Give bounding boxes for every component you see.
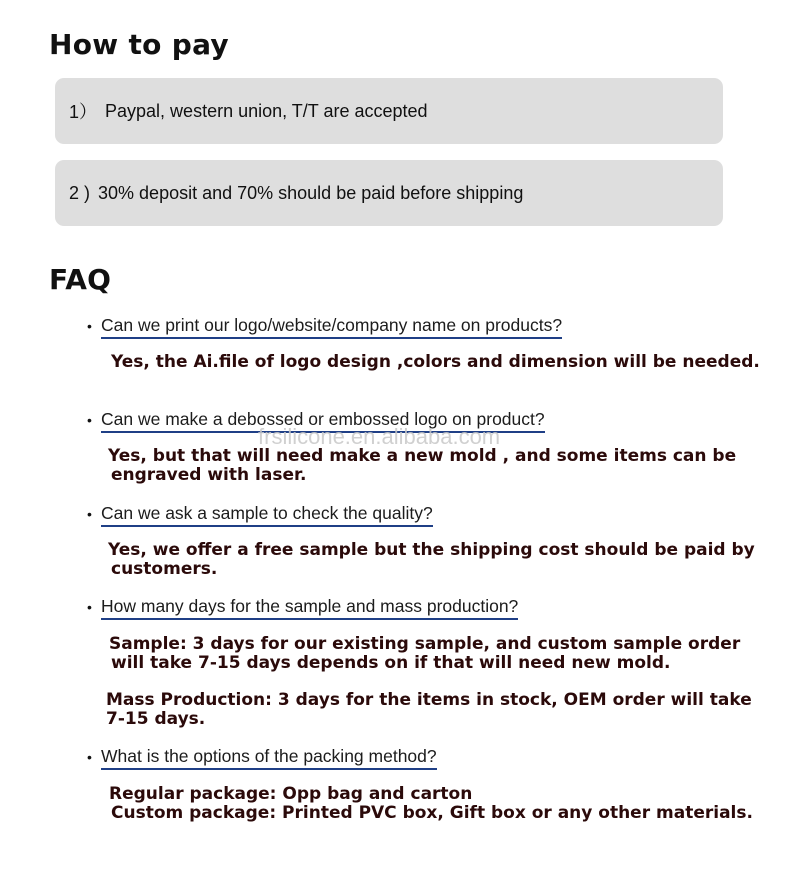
faq-item-sample-quality <box>87 503 755 579</box>
bullet-icon: • <box>87 599 92 615</box>
faq-answer-line: Sample: 3 days for our existing sample, and custom sample order <box>109 634 741 654</box>
faq-question-text: Can we print our logo/website/company name on products? <box>101 315 562 339</box>
payment-option-1 <box>55 78 723 144</box>
payment-option-text: 30% deposit and 70% should be paid before shipping <box>98 182 524 203</box>
faq-answer-mass-production <box>106 690 752 729</box>
payment-option-number: 1） <box>69 102 98 122</box>
payment-option-text: Paypal, western union, T/T are accepted <box>105 100 428 121</box>
faq-answer-sample <box>109 635 747 673</box>
faq-answer <box>108 447 747 485</box>
faq-question-text: What is the options of the packing method? <box>101 746 437 770</box>
payment-option-2 <box>55 160 723 226</box>
faq-answer-line: engraved with laser. <box>111 465 307 485</box>
faq-question-text: Can we ask a sample to check the quality? <box>101 503 433 527</box>
faq-answer-line: Regular package: Opp bag and carton <box>109 784 473 804</box>
bullet-icon: • <box>87 318 92 334</box>
faq-question <box>87 746 747 770</box>
faq-answer <box>111 352 760 372</box>
faq-question-text: Can we make a debossed or embossed logo on product? <box>101 409 545 433</box>
watermark: frsilicone.en.alibaba.com <box>258 424 501 449</box>
faq-answer-line: 7-15 days. <box>106 709 206 729</box>
faq-question <box>87 596 747 620</box>
faq-answer-line: Custom package: Printed PVC box, Gift box or any other materials. <box>111 803 753 823</box>
faq-heading: FAQ <box>49 263 112 296</box>
faq-answer-line: Yes, we offer a free sample but the shipping cost should be paid by <box>108 540 755 560</box>
faq-answer-line: customers. <box>111 559 218 579</box>
faq-question <box>87 503 747 527</box>
faq-answer-line: Yes, but that will need make a new mold , and some items can be <box>108 446 737 466</box>
faq-answer-line: will take 7-15 days depends on if that will need new mold. <box>111 653 671 673</box>
how-to-pay-heading: How to pay <box>49 28 229 61</box>
faq-answer-line: Mass Production: 3 days for the items in stock, OEM order will take <box>106 690 752 710</box>
faq-item-lead-time <box>87 596 752 729</box>
faq-answer-line: Yes, the Ai.file of logo design ,colors and dimension will be needed. <box>111 352 760 372</box>
faq-item-packing <box>87 746 753 823</box>
faq-item-logo-print <box>87 315 760 372</box>
faq-answer <box>109 784 753 823</box>
bullet-icon: • <box>87 412 92 428</box>
payment-option-number: 2 ) <box>69 182 91 203</box>
faq-answer <box>108 540 755 579</box>
faq-question <box>87 315 747 339</box>
bullet-icon: • <box>87 506 92 522</box>
bullet-icon: • <box>87 749 92 765</box>
faq-question-text: How many days for the sample and mass production? <box>101 596 518 620</box>
